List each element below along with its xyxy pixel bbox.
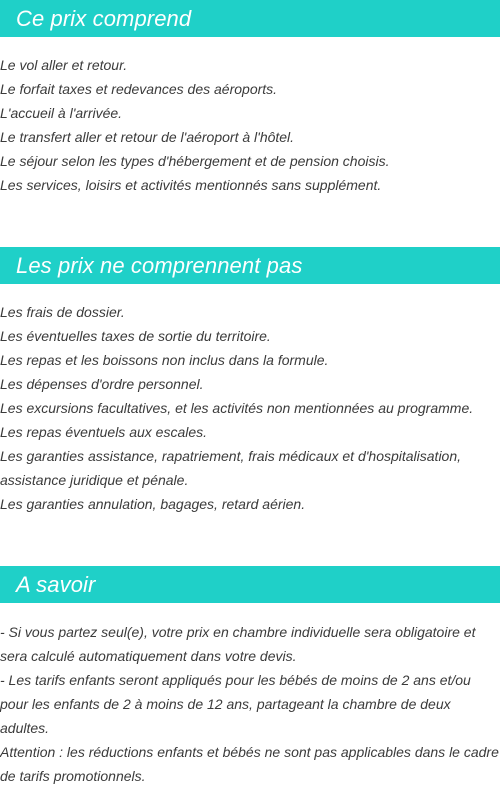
list-item: Les repas et les boissons non inclus dans la formule. bbox=[0, 352, 329, 368]
list-item: L'accueil à l'arrivée. bbox=[0, 105, 123, 121]
list-item: Les dépenses d'ordre personnel. bbox=[0, 376, 204, 392]
list-item: Le vol aller et retour. bbox=[0, 57, 128, 73]
list-item: Les excursions facultatives, et les activités non mentionnées au programme. bbox=[0, 400, 474, 416]
section-header-good-to-know bbox=[0, 566, 500, 603]
list-item: Les services, loisirs et activités mentionnés sans supplément. bbox=[0, 177, 382, 193]
list-item: Le séjour selon les types d'hébergement et de pension choisis. bbox=[0, 153, 390, 169]
list-item: Les garanties annulation, bagages, retard aérien. bbox=[0, 496, 306, 512]
section-title: Ce prix comprend bbox=[16, 5, 192, 31]
section-title: A savoir bbox=[16, 571, 96, 597]
list-item: Les éventuelles taxes de sortie du territoire. bbox=[0, 328, 271, 344]
list-item: Le transfert aller et retour de l'aéroport à l'hôtel. bbox=[0, 129, 295, 145]
list-item: Les frais de dossier. bbox=[0, 304, 125, 320]
section-header-not-included bbox=[0, 247, 500, 284]
list-item: Attention : les réductions enfants et bébés ne sont pas applicables dans le cadre de tarifs promotionnels. bbox=[0, 744, 499, 784]
list-item: - Les tarifs enfants seront appliqués pour les bébés de moins de 2 ans et/ou pour les enfants de 2 à moins de 12 ans, partageant la chambre de deux adultes. bbox=[0, 672, 471, 736]
list-item: Les repas éventuels aux escales. bbox=[0, 424, 208, 440]
section-body-not-included bbox=[0, 300, 500, 516]
section-body-included bbox=[0, 53, 500, 197]
section-header-included bbox=[0, 0, 500, 37]
section-body-good-to-know bbox=[0, 620, 500, 788]
section-title: Les prix ne comprennent pas bbox=[16, 252, 303, 278]
list-item: Le forfait taxes et redevances des aéroports. bbox=[0, 81, 278, 97]
list-item: Les garanties assistance, rapatriement, frais médicaux et d'hospitalisation, assistance juridique et pénale. bbox=[0, 448, 462, 488]
list-item: - Si vous partez seul(e), votre prix en chambre individuelle sera obligatoire et sera calculé automatiquement dans votre devis. bbox=[0, 624, 476, 664]
